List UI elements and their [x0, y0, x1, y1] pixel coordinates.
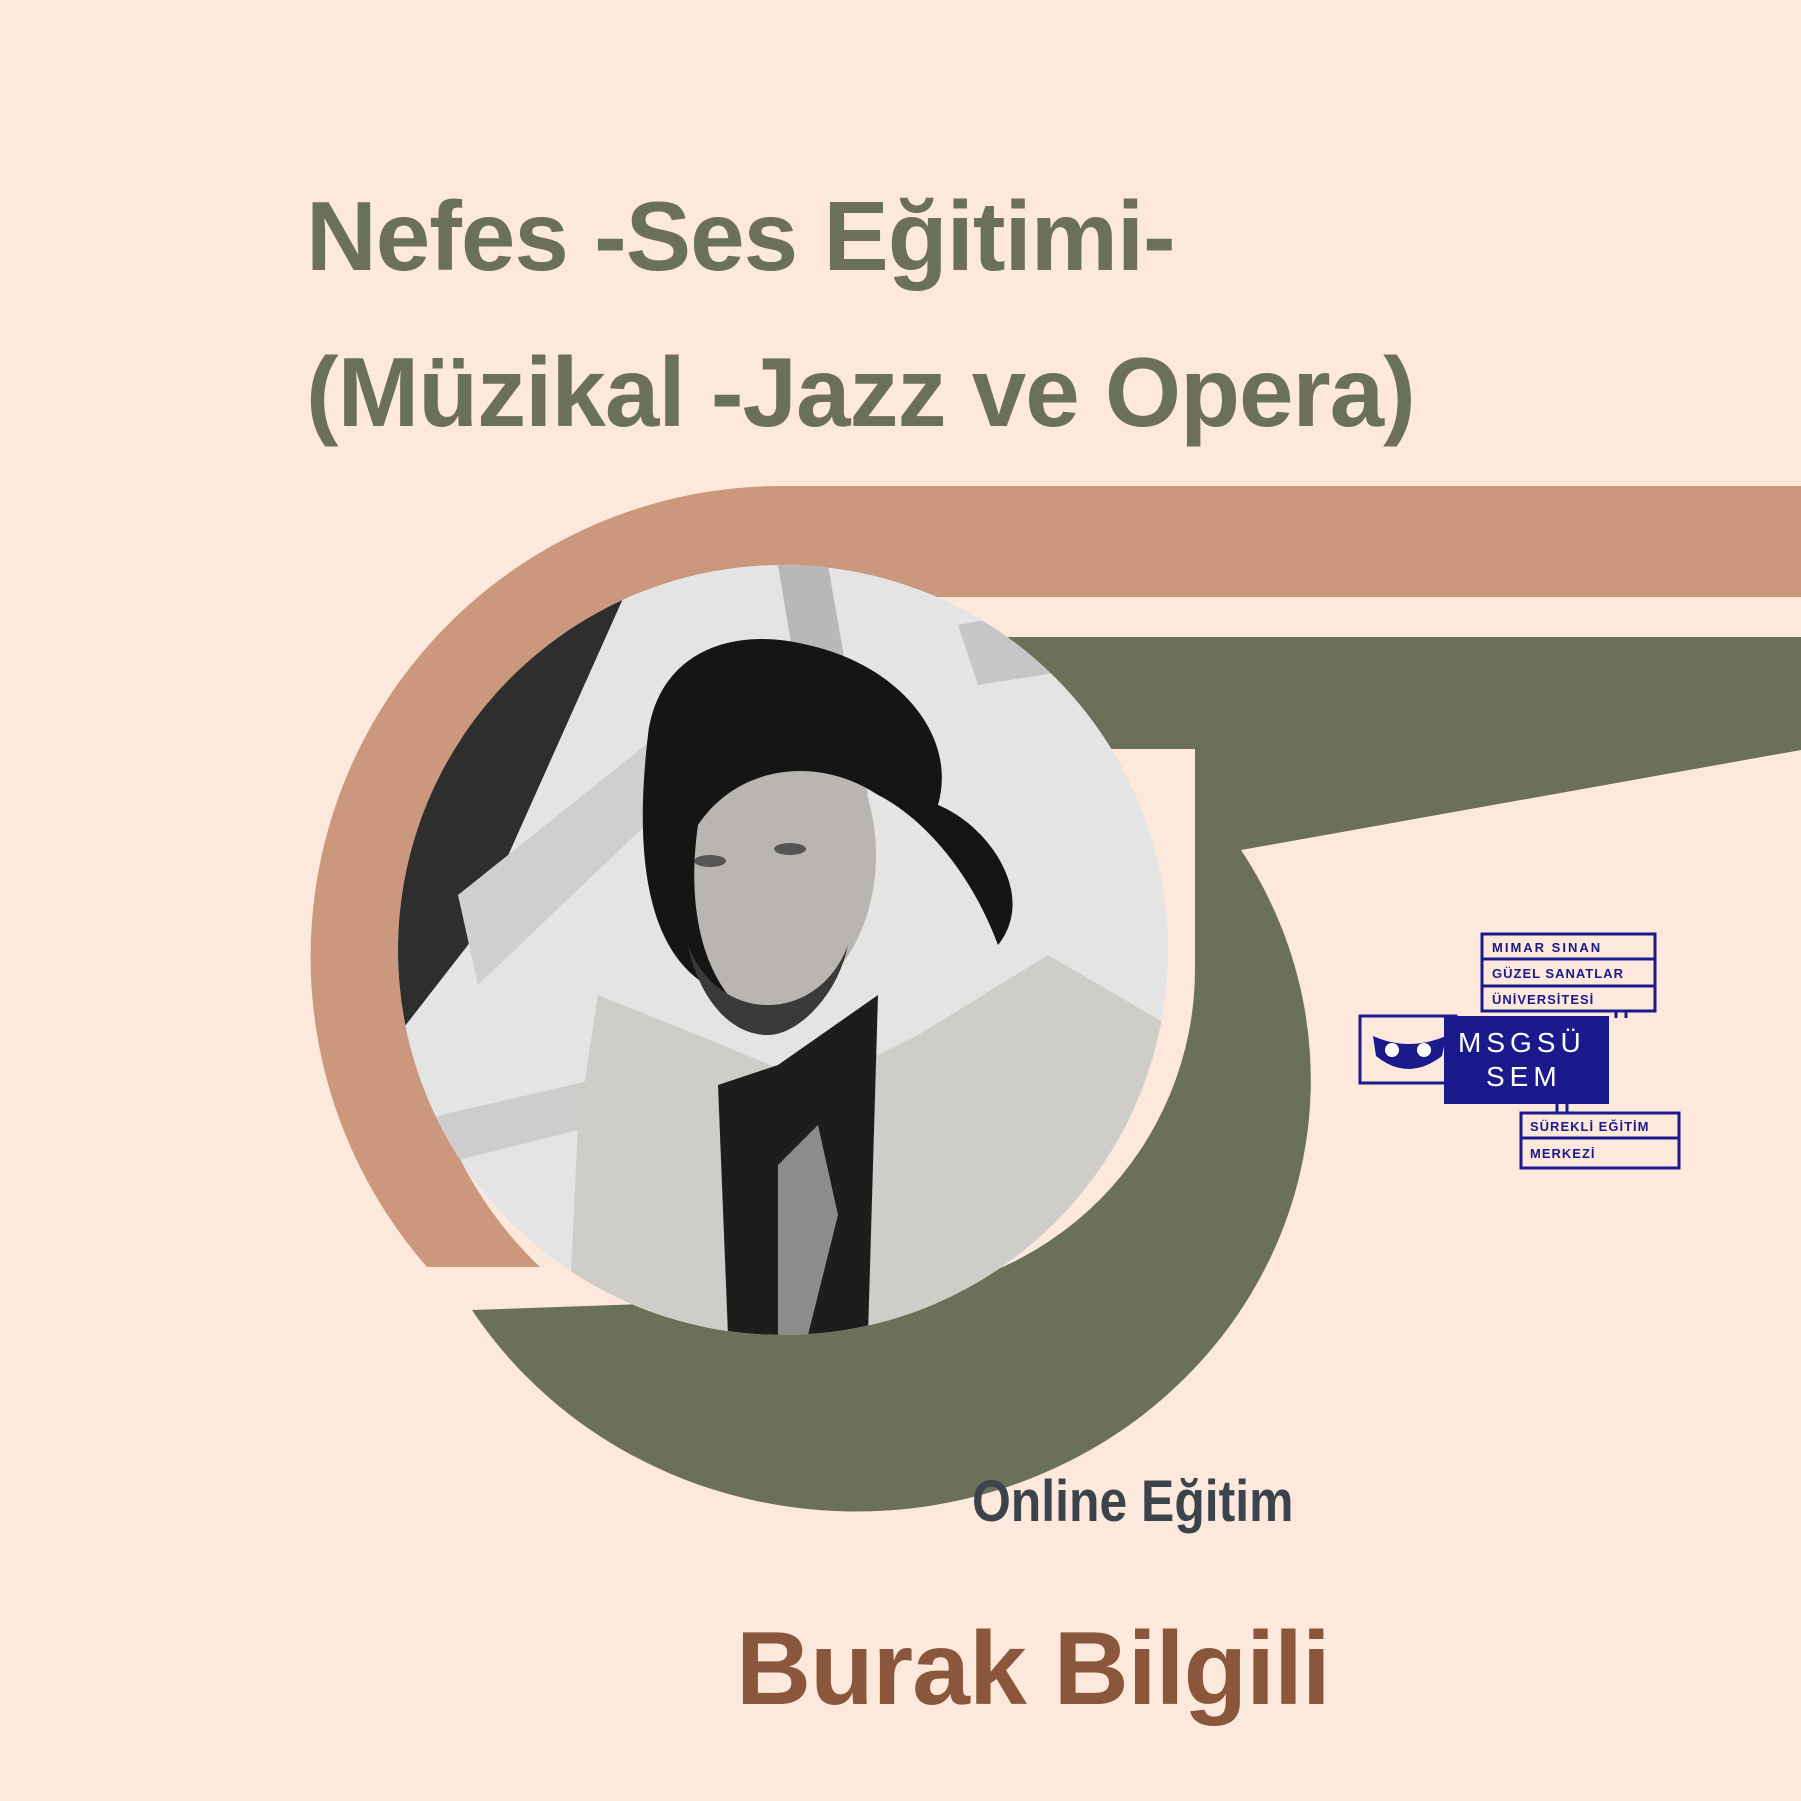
course-format: Online Eğitim: [972, 1469, 1294, 1534]
logo-line1: MIMAR SINAN: [1492, 940, 1603, 955]
logo-line5: MERKEZİ: [1530, 1146, 1596, 1161]
owl-icon: [1373, 1036, 1446, 1069]
course-title-line1: Nefes -Ses Eğitimi-: [306, 181, 1175, 291]
portrait-photo-icon: [398, 565, 1168, 1335]
logo-line2: GÜZEL SANATLAR: [1492, 966, 1624, 981]
instructor-name: Burak Bilgili: [736, 1611, 1330, 1727]
course-title-line2: (Müzikal -Jazz ve Opera): [306, 337, 1415, 447]
logo-abbr1: MSGSÜ: [1458, 1027, 1586, 1058]
logo-line3: ÜNİVERSİTESİ: [1492, 992, 1595, 1007]
instructor-photo: [398, 565, 1168, 1335]
logo-abbr2: SEM: [1486, 1061, 1562, 1092]
msgsu-sem-logo: [1358, 932, 1688, 1172]
logo-line4: SÜREKLİ EĞİTİM: [1530, 1119, 1650, 1134]
